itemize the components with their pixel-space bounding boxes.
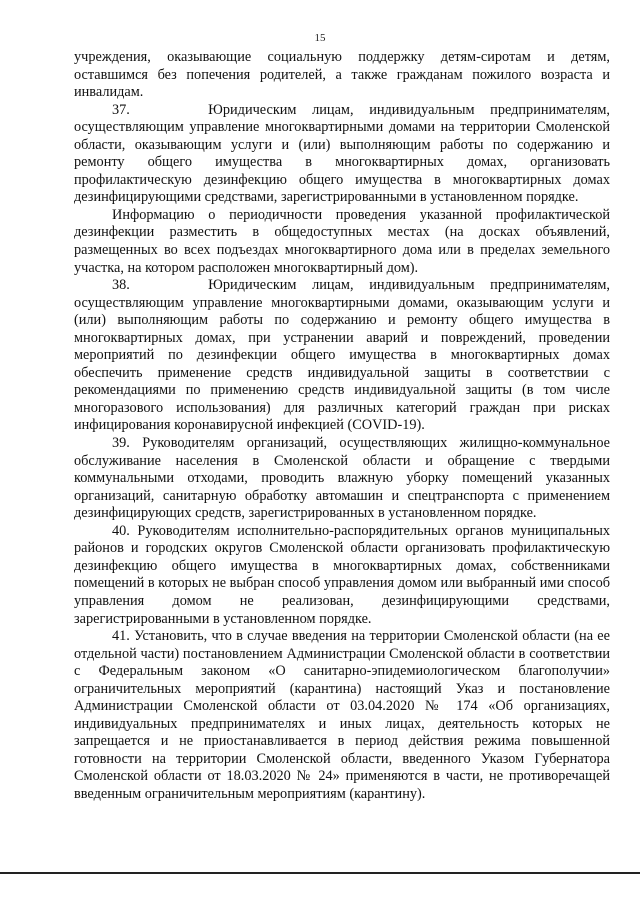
paragraph-item-41: 41. Установить, что в случае введения на территории Смоленской области (на ее отдельной части) постановлением Администрации Смоленской области в соответствии с Федеральным законом «О санитарно-эпидемиологическом благополучии» ограничительных мероприятий (карантина) настоящий Указ и постановление Администрации Смоленской области от 03.04.2020 № 174 «Об организациях, индивидуальных предпринимателях и иных лицах, деятельность которых не запрещается и не приостанавливается в период действия режима повышенной готовности на территории Смоленской области, введенного Указом Губернатора Смоленской области от 18.03.2020 № 24» применяются в части, не противоречащей введенным ограничительным мероприятиям (карантину). [74,628,610,802]
paragraph-item-39: 39. Руководителям организаций, осуществляющих жилищно-коммунальное обслуживание населения в Смоленской области и обращение с твердыми коммунальными отходами, проводить влажную уборку помещений указанных организаций, санитарную обработку автомашин и спецтранспорта с применением дезинфицирующих средств, зарегистрированных в установленном порядке. [74,435,610,522]
paragraph-continuation: учреждения, оказывающие социальную поддержку детям-сиротам и детям, оставшимся без попечения родителей, а также гражданам пожилого возраста и инвалидам. [74,49,610,101]
document-body [74,49,610,804]
page-number: 15 [314,32,326,44]
paragraph-item-38: 38. Юридическим лицам, индивидуальным предпринимателям, осуществляющим управление многоквартирными домами, оказывающим услуги и (или) выполняющим работы по содержанию и ремонту общего имущества в многоквартирных домах, при устранении аварий и повреждений, проведении мероприятий по дезинфекции общего имущества в многоквартирных домах обеспечить применение средств индивидуальной защиты в соответствии с рекомендациями по применению средств индивидуальной защиты (в том числе многоразового использования) для различных категорий граждан при рисках инфицирования коронавирусной инфекцией (COVID-19). [74,277,610,434]
paragraph-item-37: 37. Юридическим лицам, индивидуальным предпринимателям, осуществляющим управление многоквартирными домами на территории Смоленской области, оказывающим услуги и (или) выполняющим работы по содержанию и ремонту общего имущества в многоквартирных домах, организовать профилактическую дезинфекцию общего имущества в многоквартирных домах дезинфицирующими средствами, зарегистрированными в установленном порядке. [74,101,610,206]
footer-divider [0,872,640,874]
paragraph-item-37-info: Информацию о периодичности проведения указанной профилактической дезинфекции разместить в общедоступных местах (на досках объявлений, размещенных во всех подъездах многоквартирного дома или в пределах земельного участка, на котором расположен многоквартирный дом). [74,206,610,276]
paragraph-item-40: 40. Руководителям исполнительно-распорядительных органов муниципальных районов и городских округов Смоленской области организовать профилактическую дезинфекцию общего имущества в многоквартирных домах, собственниками помещений в которых не выбран способ управления домом или выбранный ими способ управления домом не реализован, дезинфицирующими средствами, зарегистрированными в установленном порядке. [74,522,610,627]
